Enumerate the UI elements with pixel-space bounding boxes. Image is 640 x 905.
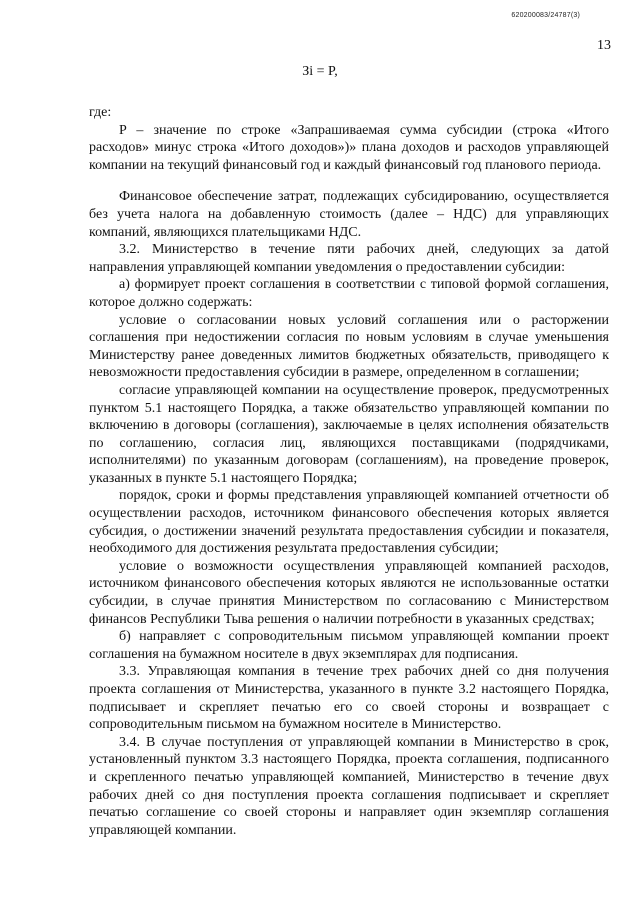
paragraph-3-2-a: а) формирует проект соглашения в соответствии с типовой формой соглашения, которое должно содержать:	[89, 277, 609, 310]
formula: Зi = P,	[302, 64, 338, 79]
paragraph-p-definition: P – значение по строке «Запрашиваемая сумма субсидии (строка «Итого расходов» минус строка «Итого доходов»)» плана доходов и расходов управляющей компании на текущий финансовый год и каждый финансовый год планового периода.	[89, 122, 609, 173]
paragraph-3-3: 3.3. Управляющая компания в течение трех рабочих дней со дня получения проекта соглашения от Министерства, указанного в пункте 3.2 настоящего Порядка, подписывает и скрепляет печатью его со своей стороны и возвращает с сопроводительным письмом на бумажном носителе в Министерство.	[89, 664, 609, 733]
paragraph-reporting-order: порядок, сроки и формы представления управляющей компанией отчетности об осуществлении расходов, источником финансового обеспечения которых является субсидия, о достижении значений результата предоставления субсидии и показателя, необходимого для достижения результата предоставления субсидии;	[89, 488, 609, 557]
paragraph-3-4: 3.4. В случае поступления от управляющей компании в Министерство в срок, установленный пунктом 3.3 настоящего Порядка, проекта соглашения, подписанного и скрепленного печатью управляющей компанией, Министерство в течение двух рабочих дней со дня поступления проекта соглашения подписывает и скрепляет печатью соглашение со своей стороны и направляет один экземпляр соглашения управляющей компании.	[89, 734, 609, 838]
paragraph-3-2-b: б) направляет с сопроводительным письмом управляющей компании проект соглашения на бумажном носителе в двух экземплярах для подписания.	[89, 629, 609, 662]
paragraph-where: где:	[89, 105, 112, 120]
page-number: 13	[597, 38, 611, 53]
paragraph-consent-inspections: согласие управляющей компании на осуществление проверок, предусмотренных пунктом 5.1 настоящего Порядка, а также обязательство управляющей компании по включению в договоры (соглашения), заключаемые в целях исполнения обязательств по соглашению, согласия лиц, являющихся поставщиками (подрядчиками, исполнителями) по указанным договорам (соглашениям), на проведение проверок, указанных в пункте 5.1 настоящего Порядка;	[89, 382, 609, 486]
paragraph-unused-balances: условие о возможности осуществления управляющей компанией расходов, источником финансового обеспечения которых являются не использованные остатки субсидии, в случае принятия Министерством по согласованию с Министерством финансов Республики Тыва решения о наличии потребности в указанных средствах;	[89, 558, 609, 627]
paragraph-condition-new-terms: условие о согласовании новых условий соглашения или о расторжении соглашения при недостижении согласия по новым условиям в случае уменьшения Министерству ранее доведенных лимитов бюджетных обязательств, приводящего к невозможности предоставления субсидии в размере, определенном в соглашении;	[89, 312, 609, 381]
document-number: 620200083/24787(3)	[511, 12, 580, 19]
paragraph-3-2: 3.2. Министерство в течение пяти рабочих дней, следующих за датой направления управляющей компании уведомления о предоставлении субсидии:	[89, 242, 609, 275]
paragraph-vat: Финансовое обеспечение затрат, подлежащих субсидированию, осуществляется без учета налога на добавленную стоимость (далее – НДС) для управляющих компаний, являющихся плательщиками НДС.	[89, 189, 609, 240]
document-body	[89, 104, 609, 839]
